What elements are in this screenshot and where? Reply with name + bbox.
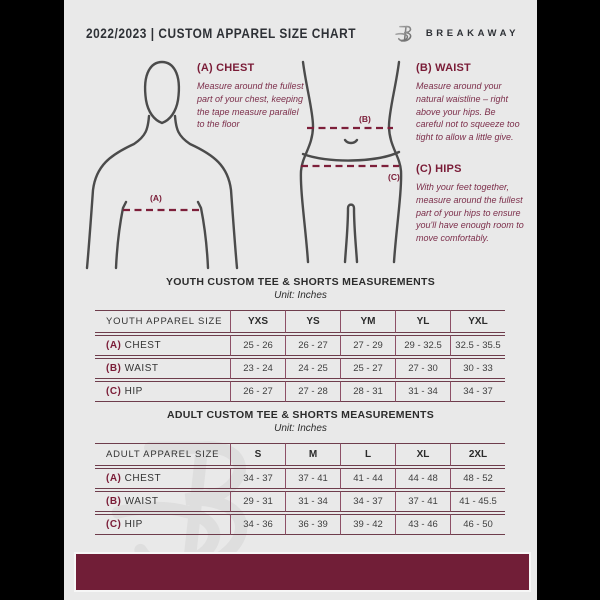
column-header: M <box>285 443 340 466</box>
size-cell: 34 - 37 <box>450 381 505 402</box>
adult-unit-label: Unit: Inches <box>274 423 327 434</box>
row-label <box>95 491 230 512</box>
waist-instructions: Measure around your natural waistline – right above your hips. Be careful not to squeeze too tight to allow a little give. <box>416 81 520 143</box>
size-cell: 29 - 32.5 <box>395 335 450 356</box>
size-cell: 25 - 27 <box>340 358 395 379</box>
size-cell: 44 - 48 <box>395 468 450 489</box>
column-header: YXS <box>230 310 285 333</box>
row-key: (C) <box>106 519 122 530</box>
size-cell: 32.5 - 35.5 <box>450 335 505 356</box>
size-cell: 37 - 41 <box>395 491 450 512</box>
size-cell: 34 - 37 <box>340 491 395 512</box>
size-cell: 34 - 36 <box>230 514 285 535</box>
size-cell: 34 - 37 <box>230 468 285 489</box>
size-cell: 24 - 25 <box>285 358 340 379</box>
brand-name: BREAKAWAY <box>425 27 520 39</box>
size-cell: 26 - 27 <box>230 381 285 402</box>
size-cell: 41 - 45.5 <box>450 491 505 512</box>
page-header <box>86 20 520 46</box>
youth-table-title: YOUTH CUSTOM TEE & SHORTS MEASUREMENTS <box>165 276 436 288</box>
table-header-row <box>95 443 505 466</box>
row-key: (A) <box>106 473 122 484</box>
column-header: YXL <box>450 310 505 333</box>
size-cell: 46 - 50 <box>450 514 505 535</box>
size-cell: 27 - 28 <box>285 381 340 402</box>
row-key: (B) <box>106 496 122 507</box>
size-cell: 39 - 42 <box>340 514 395 535</box>
size-cell: 31 - 34 <box>395 381 450 402</box>
table-header-row <box>95 310 505 333</box>
size-cell: 31 - 34 <box>285 491 340 512</box>
diagram-label-chest: (A) <box>150 193 162 203</box>
column-header: XL <box>395 443 450 466</box>
brand-lockup <box>393 23 519 44</box>
row-key: (C) <box>106 386 122 397</box>
hips-section-heading: (C) HIPS <box>416 163 462 175</box>
document <box>64 0 537 600</box>
size-cell: 27 - 30 <box>395 358 450 379</box>
row-key: (A) <box>106 340 122 351</box>
table-row <box>95 468 505 489</box>
adult-size-table <box>95 441 505 537</box>
waist-section-heading: (B) WAIST <box>416 62 471 74</box>
chest-instructions: Measure around the fullest part of your chest, keeping the tape measure parallel to the floor <box>197 81 304 130</box>
footer-bar <box>74 552 531 592</box>
page-title: 2022/2023 | CUSTOM APPAREL SIZE CHART <box>86 25 356 41</box>
row-label-text: WAIST <box>124 496 159 507</box>
table-row <box>95 358 505 379</box>
hips-instructions: With your feet together, measure around the fullest part of your hips to ensure you'll have enough room to move comfortably. <box>416 182 524 244</box>
diagram-label-hips: (C) <box>388 172 400 182</box>
row-label-text: HIP <box>124 519 143 530</box>
size-cell: 23 - 24 <box>230 358 285 379</box>
row-label-text: CHEST <box>124 473 162 484</box>
row-label <box>95 358 230 379</box>
row-label-text: CHEST <box>124 340 162 351</box>
size-cell: 37 - 41 <box>285 468 340 489</box>
column-header: YL <box>395 310 450 333</box>
column-header: 2XL <box>450 443 505 466</box>
breakaway-logo-icon <box>393 23 419 44</box>
size-cell: 43 - 46 <box>395 514 450 535</box>
column-header: L <box>340 443 395 466</box>
adult-table-title: ADULT CUSTOM TEE & SHORTS MEASUREMENTS <box>166 409 435 421</box>
size-cell: 28 - 31 <box>340 381 395 402</box>
chest-section-heading: (A) CHEST <box>197 62 255 74</box>
youth-size-table <box>95 308 505 404</box>
size-cell: 41 - 44 <box>340 468 395 489</box>
row-label-text: HIP <box>124 386 143 397</box>
column-header: ADULT APPAREL SIZE <box>95 443 230 466</box>
size-cell: 48 - 52 <box>450 468 505 489</box>
table-row <box>95 381 505 402</box>
column-header: YS <box>285 310 340 333</box>
diagram-label-waist: (B) <box>359 114 371 124</box>
row-label <box>95 381 230 402</box>
size-cell: 30 - 33 <box>450 358 505 379</box>
column-header: YM <box>340 310 395 333</box>
table-row <box>95 491 505 512</box>
youth-unit-label: Unit: Inches <box>274 290 327 301</box>
column-header: YOUTH APPAREL SIZE <box>95 310 230 333</box>
row-label-text: WAIST <box>124 363 159 374</box>
row-key: (B) <box>106 363 122 374</box>
row-label <box>95 514 230 535</box>
size-cell: 27 - 29 <box>340 335 395 356</box>
row-label <box>95 468 230 489</box>
size-cell: 26 - 27 <box>285 335 340 356</box>
size-cell: 36 - 39 <box>285 514 340 535</box>
table-row <box>95 514 505 535</box>
size-cell: 25 - 26 <box>230 335 285 356</box>
column-header: S <box>230 443 285 466</box>
row-label <box>95 335 230 356</box>
size-cell: 29 - 31 <box>230 491 285 512</box>
table-row <box>95 335 505 356</box>
